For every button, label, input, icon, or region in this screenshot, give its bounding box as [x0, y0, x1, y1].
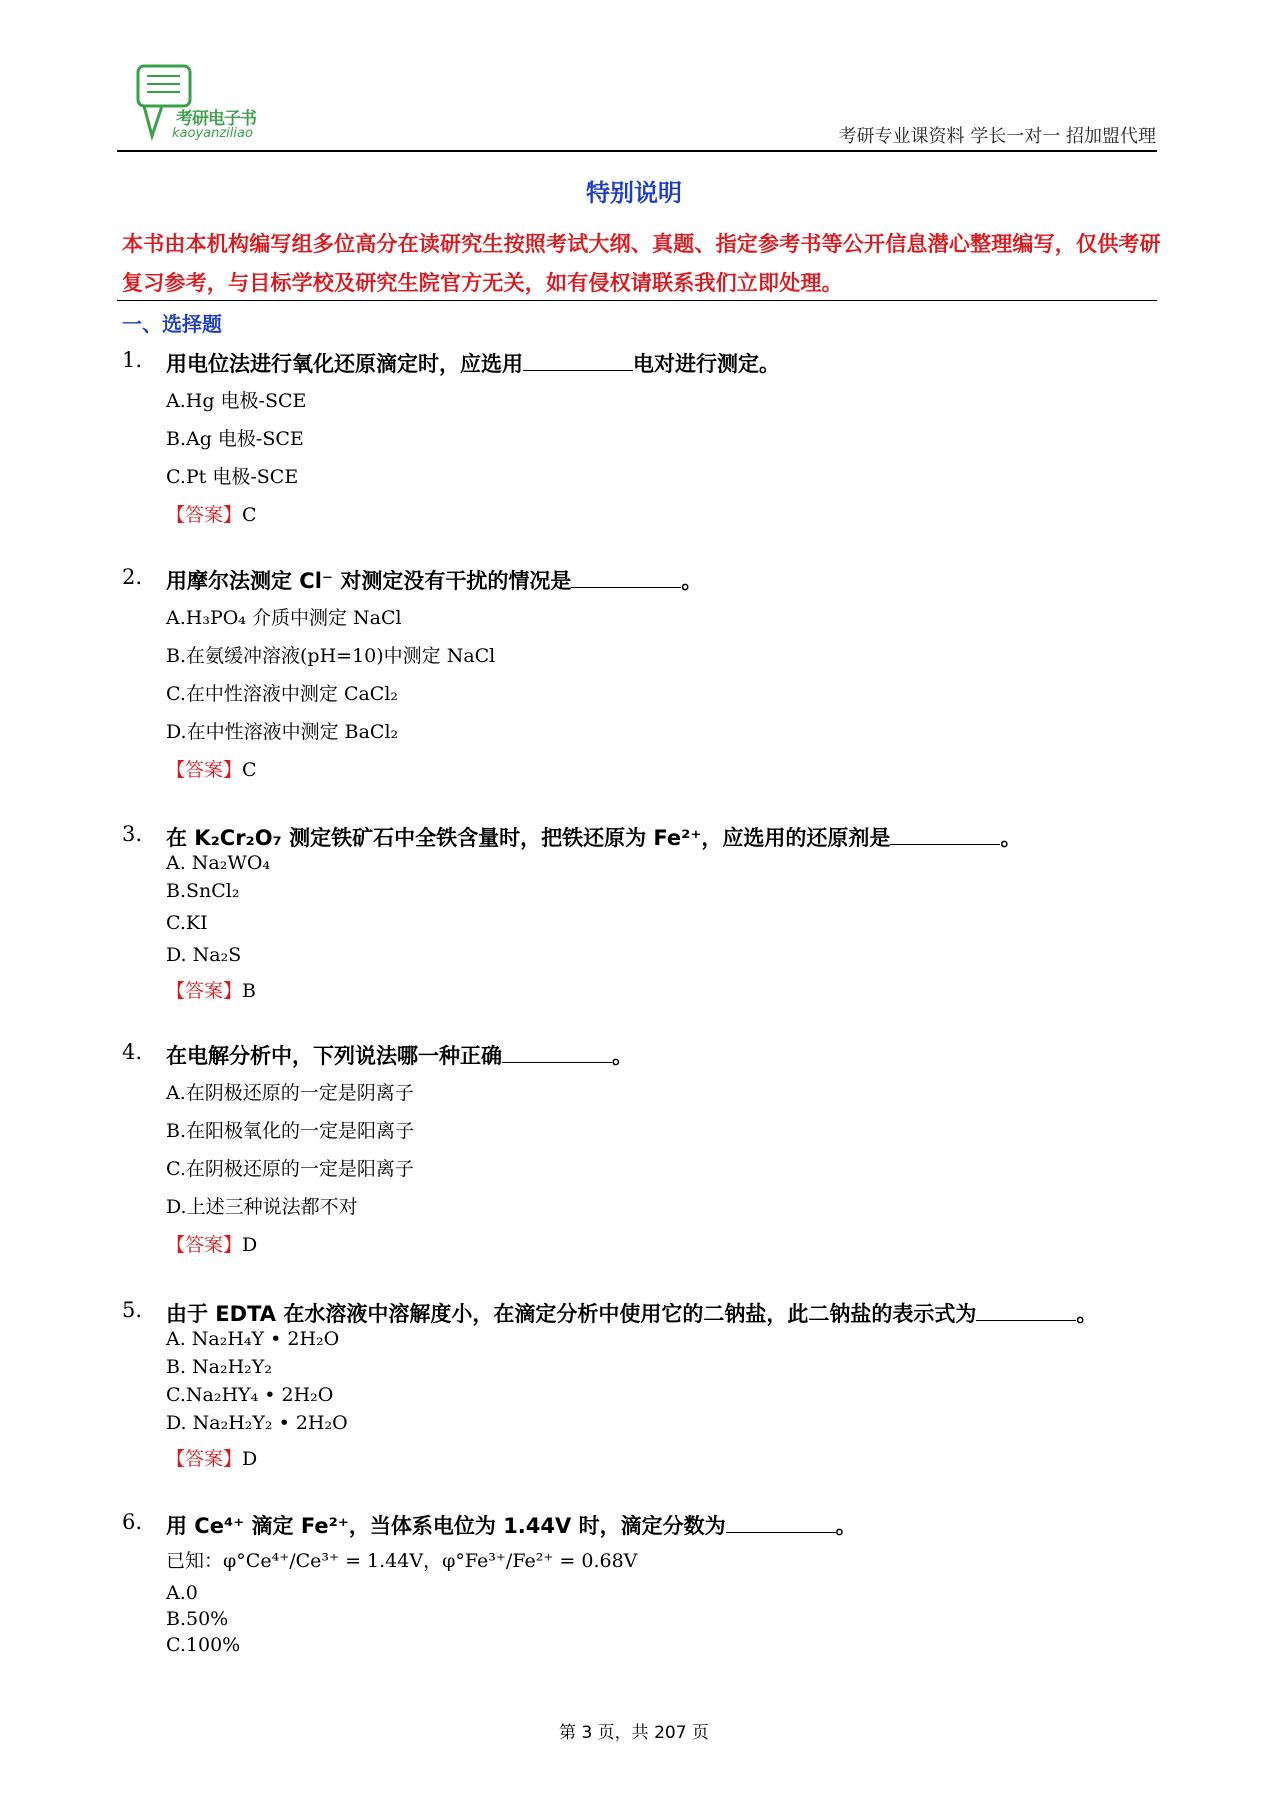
section-title: 一、选择题 [122, 312, 222, 336]
question-number: 3. [122, 822, 143, 846]
answer-blank [890, 826, 1000, 845]
option-d: D.在中性溶液中测定 BaCl₂ [166, 721, 399, 743]
answer [166, 976, 256, 1003]
given-condition: 已知：φ°Ce⁴⁺/Ce³⁺ = 1.44V，φ°Fe³⁺/Fe²⁺ = 0.68V [166, 1550, 638, 1572]
question-stem: 用电位法进行氧化还原滴定时，应选用 电对进行测定。 [166, 352, 780, 376]
option-c: C.Na₂HY₄ • 2H₂O [166, 1384, 334, 1406]
option-c: C.KI [166, 912, 208, 934]
question-stem: 用摩尔法测定 Cl⁻ 对测定没有干扰的情况是 。 [166, 569, 703, 593]
answer-value: C [242, 504, 257, 526]
notice-title: 特别说明 [586, 179, 682, 207]
logo [132, 60, 282, 150]
answer [166, 500, 257, 527]
answer-value: D [242, 1234, 258, 1256]
answer-tag: 【答案】 [166, 759, 243, 781]
option-d: D.上述三种说法都不对 [166, 1196, 358, 1218]
option-a: A.Hg 电极-SCE [166, 390, 307, 412]
question-number: 6. [122, 1510, 143, 1534]
question-number: 5. [122, 1298, 143, 1322]
answer-blank [726, 1514, 836, 1533]
question-6 [122, 1510, 1162, 1656]
question-stem: 由于 EDTA 在水溶液中溶解度小，在滴定分析中使用它的二钠盐，此二钠盐的表示式为 。 [166, 1302, 1098, 1326]
option-b: B.SnCl₂ [166, 880, 240, 902]
answer [166, 1230, 257, 1257]
answer-value: D [242, 1448, 258, 1470]
option-a: A.H₃PO₄ 介质中测定 NaCl [166, 607, 402, 629]
option-b: B.在氨缓冲溶液(pH=10)中测定 NaCl [166, 645, 496, 667]
notice-body: 本书由本机构编写组多位高分在读研究生按照考试大纲、真题、指定参考书等公开信息潜心整理编写，仅供考研复习参考，与目标学校及研究生院官方无关，如有侵权请联系我们立即处理。 [122, 232, 1161, 295]
logo-subtext: kaoyanziliao [172, 126, 253, 141]
answer-tag: 【答案】 [166, 1234, 243, 1256]
option-d: D. Na₂S [166, 944, 242, 966]
option-b: B.在阳极氧化的一定是阳离子 [166, 1120, 415, 1142]
option-c: C.在阴极还原的一定是阳离子 [166, 1158, 414, 1180]
answer-blank [571, 569, 681, 588]
option-a: A.0 [166, 1582, 198, 1604]
answer-blank [976, 1302, 1076, 1321]
answer-tag: 【答案】 [166, 504, 243, 526]
answer-value: B [242, 980, 256, 1002]
option-d: D. Na₂H₂Y₂ • 2H₂O [166, 1412, 348, 1434]
option-c: C.在中性溶液中测定 CaCl₂ [166, 683, 399, 705]
question-number: 4. [122, 1040, 143, 1064]
answer-tag: 【答案】 [166, 980, 243, 1002]
answer-value: C [242, 759, 257, 781]
option-b: B.Ag 电极-SCE [166, 428, 304, 450]
question-number: 1. [122, 348, 143, 372]
option-a: A.在阴极还原的一定是阴离子 [166, 1082, 414, 1104]
answer [166, 1444, 257, 1471]
option-b: B. Na₂H₂Y₂ [166, 1356, 272, 1378]
question-stem: 在 K₂Cr₂O₇ 测定铁矿石中全铁含量时，把铁还原为 Fe²⁺，应选用的还原剂是 。 [166, 826, 1022, 850]
option-c: C.100% [166, 1634, 241, 1656]
header-slogan: 考研专业课资料 学长一对一 招加盟代理 [838, 126, 1156, 147]
question-2 [122, 565, 1162, 781]
answer-blank [523, 352, 633, 371]
answer-blank [502, 1044, 612, 1063]
answer [166, 755, 257, 782]
question-number: 2. [122, 565, 143, 589]
option-a: A. Na₂WO₄ [166, 852, 271, 874]
question-5 [122, 1298, 1162, 1470]
question-1 [122, 348, 1162, 526]
option-b: B.50% [166, 1608, 229, 1630]
question-4 [122, 1040, 1162, 1256]
question-stem: 在电解分析中，下列说法哪一种正确 。 [166, 1044, 633, 1068]
question-stem: 用 Ce⁴⁺ 滴定 Fe²⁺，当体系电位为 1.44V 时，滴定分数为 。 [166, 1514, 857, 1538]
page-number: 第 3 页，共 207 页 [559, 1723, 709, 1743]
header-divider [117, 150, 1157, 152]
option-c: C.Pt 电极-SCE [166, 466, 299, 488]
question-3 [122, 822, 1162, 1002]
logo-text: 考研电子书 [176, 109, 256, 129]
notice-divider [117, 300, 1157, 301]
option-a: A. Na₂H₄Y • 2H₂O [166, 1328, 340, 1350]
answer-tag: 【答案】 [166, 1448, 243, 1470]
